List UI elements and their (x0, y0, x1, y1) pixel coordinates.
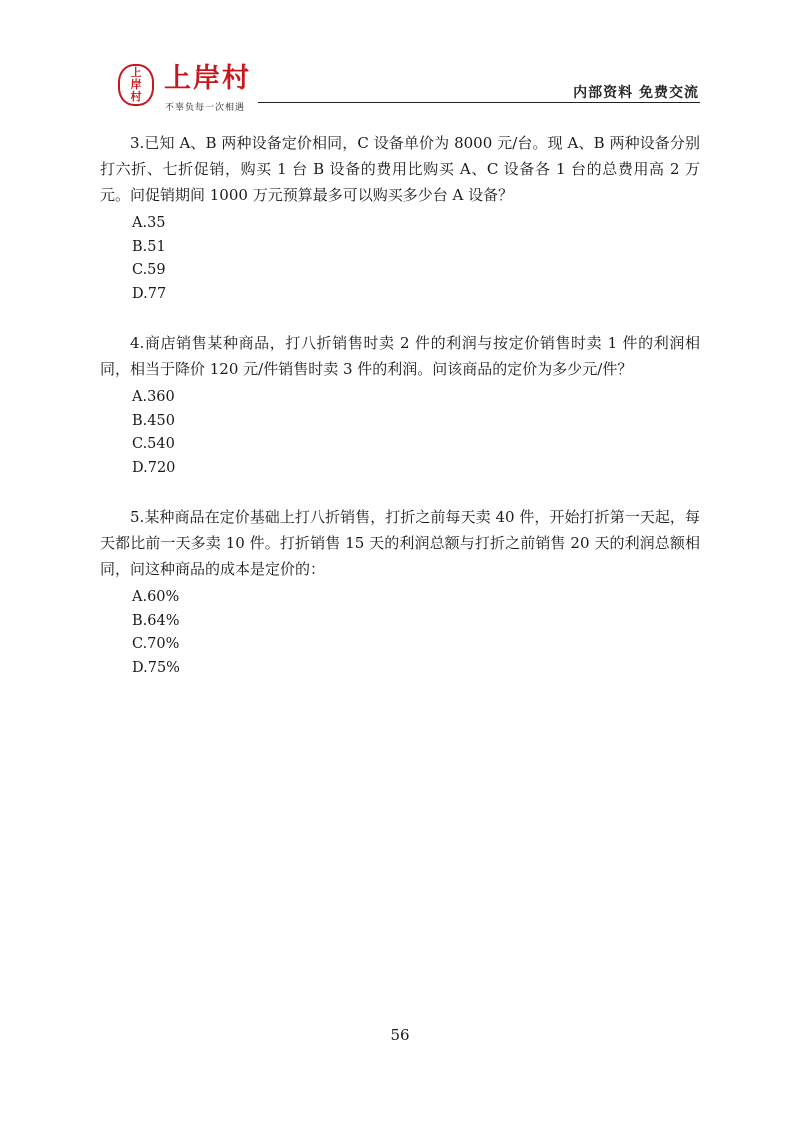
question-stem: 4.商店销售某种商品，打八折销售时卖 2 件的利润与按定价销售时卖 1 件的利润相同，相当于降价 120 元/件销售时卖 3 件的利润。问该商品的定价为多少元/件？ (100, 334, 700, 378)
question-stem: 5.某种商品在定价基础上打八折销售，打折之前每天卖 40 件，开始打折第一天起，每天都比前一天多卖 10 件。打折销售 15 天的利润总额与打折之前销售 20 天的利润总额相同，问这种商品的成本是定价的： (100, 508, 700, 578)
question-option: B.450 (132, 412, 175, 429)
question-option: A.35 (132, 215, 166, 231)
question-option: C.59 (132, 262, 166, 278)
question-option: A.60% (132, 589, 180, 605)
brand-slogan: 不辜负每一次相遇 (165, 103, 246, 113)
question-item (100, 504, 700, 680)
page-header (0, 0, 800, 120)
question-option: B.51 (132, 238, 166, 255)
question-list (100, 130, 700, 704)
question-option: D.720 (132, 459, 176, 476)
logo-seal (118, 64, 154, 106)
page-number: 56 (390, 1026, 410, 1044)
question-item (100, 330, 700, 480)
question-option: D.77 (132, 285, 167, 302)
header-label: 内部资料 免费交流 (573, 85, 699, 101)
header-divider (258, 102, 700, 103)
question-option: C.540 (132, 436, 175, 452)
brand-name: 上岸村 (164, 63, 251, 94)
question-option: B.64% (132, 612, 180, 629)
seal-char: 岸 (130, 78, 142, 91)
question-option: D.75% (132, 659, 180, 676)
question-item (100, 130, 700, 306)
seal-char: 上 (130, 66, 142, 79)
seal-char: 村 (130, 90, 142, 103)
question-stem: 3.已知 A、B 两种设备定价相同，C 设备单价为 8000 元/台。现 A、B 两种设备分别打六折、七折促销，购买 1 台 B 设备的费用比购买 A、C 设备各 1 台的总费用高 2 万元。问促销期间 1000 万元预算最多可以购买多少台 A 设备？ (100, 134, 700, 204)
question-option: A.360 (132, 389, 175, 405)
question-option: C.70% (132, 636, 180, 652)
